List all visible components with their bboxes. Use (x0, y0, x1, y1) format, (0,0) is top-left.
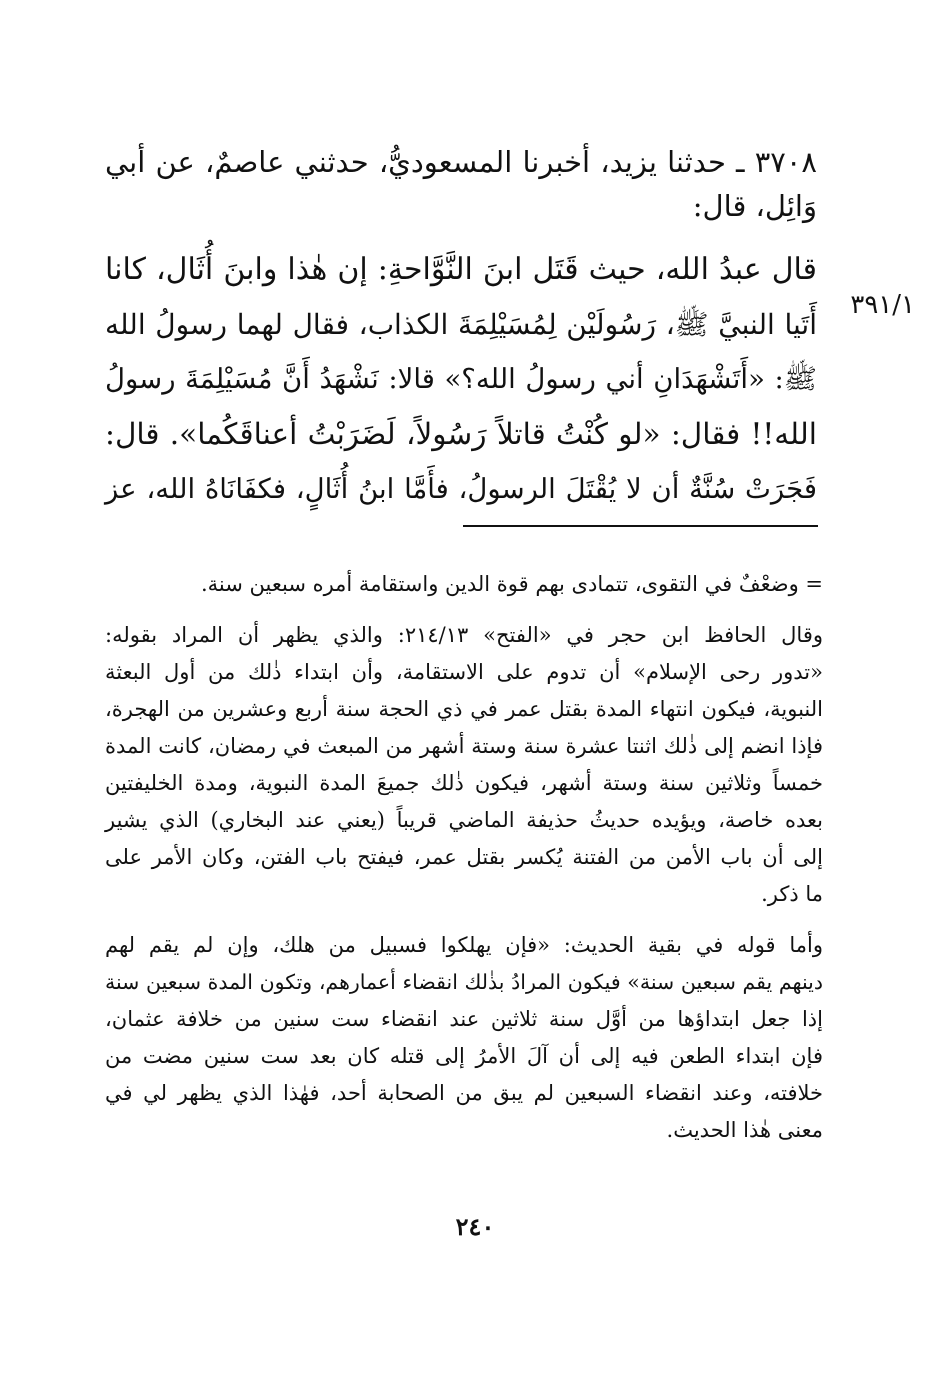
footnote-divider (463, 525, 818, 527)
hadith-text (105, 140, 817, 517)
footnote-line: فإذا انضم إلى ذٰلك اثنتا عشرة سنة وستة أشهر من المبعث في رمضان، كانت المدة (105, 734, 823, 758)
footnotes (105, 566, 823, 1149)
footnote-line: وأما قوله في بقية الحديث: «فإن يهلكوا فسبيل من هلك، وإن لم يقم لهم (105, 933, 823, 957)
footnote-line: فإن ابتداء الطعن فيه إلى أن آلَ الأمرُ إلى قتله كان بعد ست سنين مضت من (105, 1044, 823, 1068)
footnote-line: معنى هٰذا الحديث. (666, 1118, 823, 1142)
footnote-line: «تدور رحى الإسلام» أن تدوم على الاستقامة، وأن ابتداء ذٰلك من أول البعثة (105, 660, 823, 684)
hadith-line: الله!! فقال: «لو كُنْتُ قاتلاً رَسُولاً، لَضَرَبْتُ أعناقَكُما». قال: (105, 417, 817, 451)
footnote-line: = وضعْفٌ في التقوى، تتمادى بهم قوة الدين واستقامة أمره سبعين سنة. (200, 572, 823, 596)
margin-reference: ٣٩١/١ (850, 290, 915, 320)
footnote-line: إذا جعل ابتداؤها من أوَّل سنة ثلاثين عند انقضاء ست سنين من خلافة عثمان، (105, 1007, 823, 1031)
footnote-line: دينهم يقم سبعين سنة» فيكون المرادُ بذٰلك انقضاء أعمارهم، وتكون المدة سبعين سنة (105, 970, 823, 994)
footnote-line: خمساً وثلاثين سنة وستة أشهر، فيكون ذٰلك جميعَ المدة النبوية، ومدة الخليفتين (105, 771, 823, 795)
footnote-line: النبوية، فيكون انتهاء المدة بقتل عمر في ذي الحجة سنة أربع وعشرين من الهجرة، (105, 697, 823, 721)
page-number: ٢٤٠ (455, 1212, 495, 1241)
footnote-line: ما ذكر. (761, 882, 823, 906)
hadith-line: فَجَرَتْ سُنَّةٌ أن لا يُقْتَلَ الرسولُ، فأَمَّا ابنُ أُثَالٍ، فكفَانَاهُ الله، عز (105, 473, 817, 505)
footnote-line: وقال الحافظ ابن حجر في «الفتح» ٢١٤/١٣: والذي يظهر أن المراد بقوله: (105, 623, 823, 647)
hadith-line: أَتَيا النبيَّ ﷺ، رَسُولَيْن لِمُسَيْلِمَةَ الكذاب، فقال لهما رسولُ الله (105, 308, 817, 341)
hadith-line: ٣٧٠٨ ـ حدثنا يزيد، أخبرنا المسعوديُّ، حدثني عاصمٌ، عن أبي (105, 145, 817, 179)
hadith-line: قال عبدُ الله، حيث قَتَل ابنَ النَّوَّاحةِ: إن هٰذا وابنَ أُثَال، كانا (105, 252, 817, 287)
hadith-line: ﷺ: «أَتَشْهَدَانِ أني رسولُ الله؟» قالا: نَشْهَدُ أَنَّ مُسَيْلِمَةَ رسولُ (105, 363, 817, 395)
hadith-line: وَائِل، قال: (692, 189, 817, 223)
footnote-line: بعده خاصة، ويؤيده حديثُ حذيفة الماضي قريباً (يعني عند البخاري) الذي يشير (105, 808, 823, 832)
footnote-line: إلى أن باب الأمن من الفتنة يُكسر بقتل عمر، فيفتح باب الفتن، وكان الأمر على (105, 845, 823, 869)
footnote-line: خلافته، وعند انقضاء السبعين لم يبق من الصحابة أحد، فهٰذا الذي يظهر لي في (105, 1081, 824, 1105)
